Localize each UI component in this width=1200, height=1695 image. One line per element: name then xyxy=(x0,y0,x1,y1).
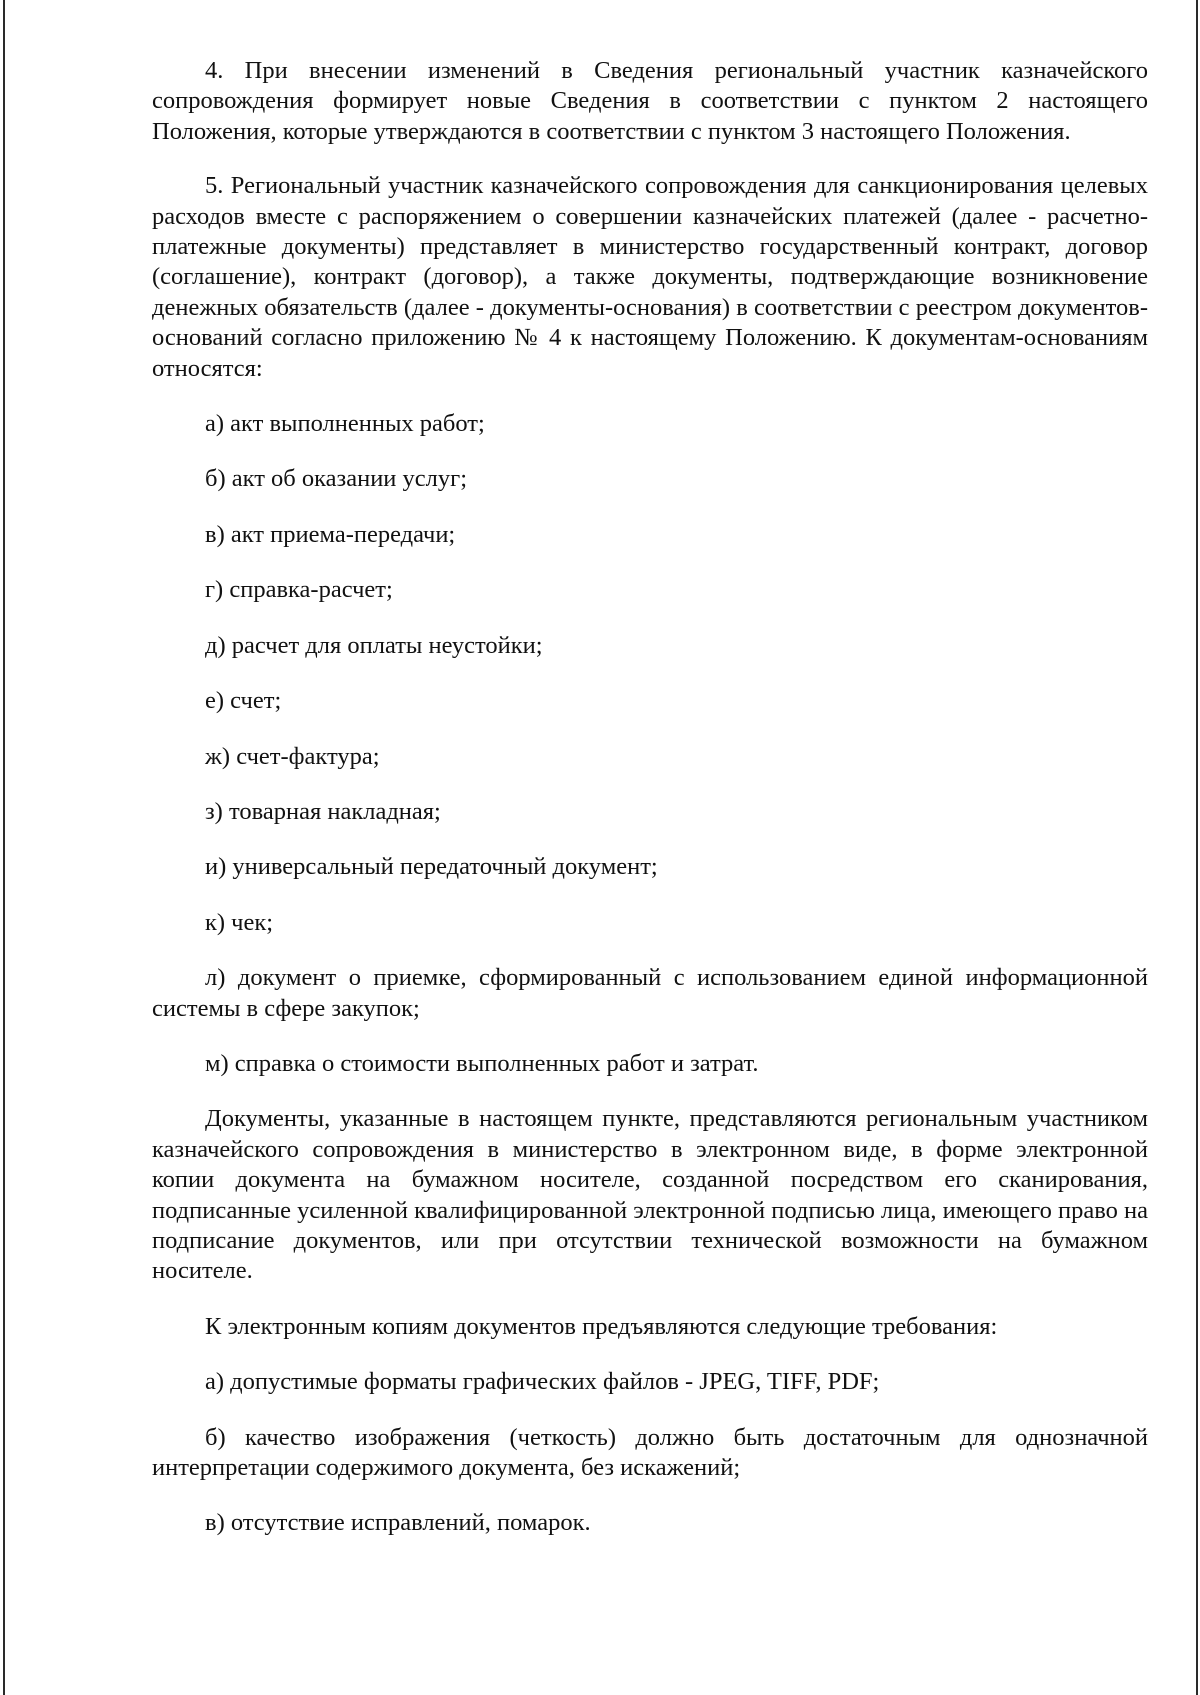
list-item-a: а) акт выполненных работ; xyxy=(205,410,485,438)
paragraph-4: 4. При внесении изменений в Сведения региональный участник казначейского сопровождения формирует новые Сведения в соответствии с пунктом 2 настоящего Положения, которые утверждаются в соответствии с пунктом 3 настоящего Положения. xyxy=(152,57,1148,145)
paragraph-requirements-intro: К электронным копиям документов предъявляются следующие требования: xyxy=(205,1312,998,1340)
document-page xyxy=(152,56,1148,1539)
list-item-v: в) акт приема-передачи; xyxy=(205,520,456,548)
scan-edge-left xyxy=(3,0,5,1695)
list-item-z: з) товарная накладная; xyxy=(205,797,441,825)
requirement-b: б) качество изображения (четкость) должно быть достаточным для однозначной интерпретации содержимого документа, без искажений; xyxy=(152,1423,1148,1481)
paragraph-5: 5. Региональный участник казначейского сопровождения для санкционирования целевых расходов вместе с распоряжением о совершении казначейских платежей (далее - расчетно-платежные документы) представляет в министерство государственный контракт, договор (соглашение), контракт (договор), а также документы, подтверждающие возникновение денежных обязательств (далее - документы-основания) в соответствии с реестром документов-оснований согласно приложению № 4 к настоящему Положению. К документам-основаниям относятся: xyxy=(152,172,1148,382)
list-item-d: д) расчет для оплаты неустойки; xyxy=(205,631,543,659)
scan-edge-right xyxy=(1196,0,1198,1695)
list-item-zh: ж) счет-фактура; xyxy=(205,742,380,770)
paragraph-documents-submission: Документы, указанные в настоящем пункте, представляются региональным участником казначейского сопровождения в министерство в электронном виде, в форме электронной копии документа на бумажном носителе, созданной посредством его сканирования, подписанные усиленной квалифицированной электронной подписью лица, имеющего право на подписание документов, или при отсутствии технической возможности на бумажном носителе. xyxy=(152,1105,1148,1285)
list-item-l: л) документ о приемке, сформированный с использованием единой информационной системы в сфере закупок; xyxy=(152,964,1148,1022)
requirement-v: в) отсутствие исправлений, помарок. xyxy=(205,1509,591,1537)
list-item-m: м) справка о стоимости выполненных работ и затрат. xyxy=(205,1049,759,1077)
list-item-e: е) счет; xyxy=(205,687,282,715)
list-item-k: к) чек; xyxy=(205,908,274,936)
list-item-b: б) акт об оказании услуг; xyxy=(205,465,467,493)
list-item-g: г) справка-расчет; xyxy=(205,576,393,604)
requirement-a: а) допустимые форматы графических файлов - JPEG, TIFF, PDF; xyxy=(205,1368,880,1396)
list-item-i: и) универсальный передаточный документ; xyxy=(205,853,658,881)
